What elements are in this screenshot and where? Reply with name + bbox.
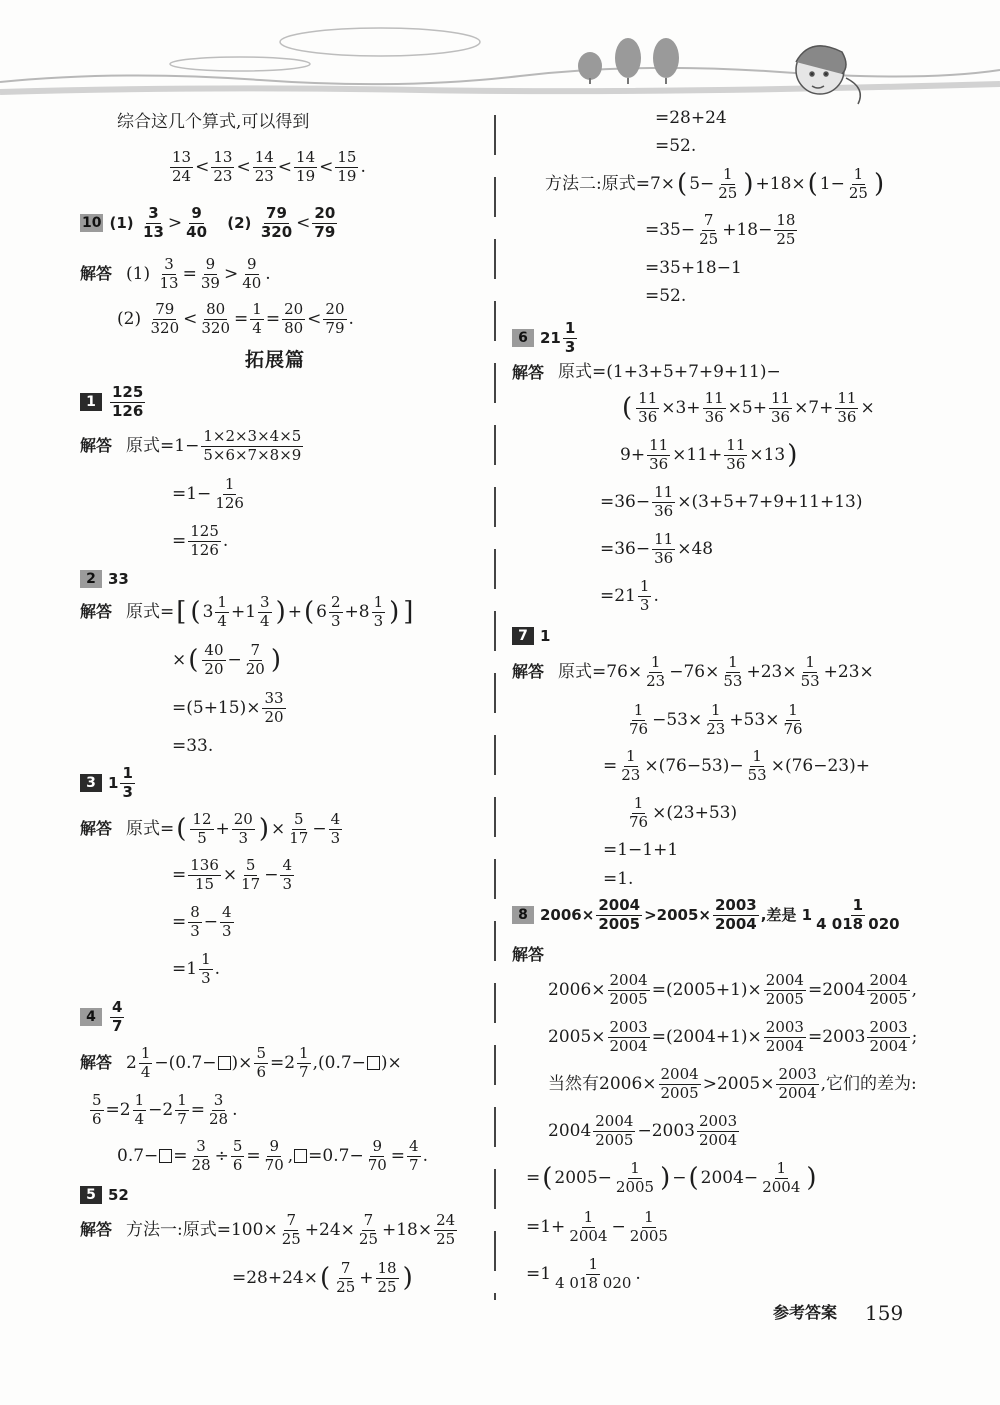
tree-icon [615, 38, 641, 78]
problem-3-step-4: =1 $\frac{1}{3}$ . [172, 950, 221, 987]
problem-3-step-1: 解答 原式 = ( $\frac{12}{5}$ + $\frac{20}{3}$ ) × $\frac{5}{17}$ − $\frac{4}{3}$ [80, 810, 341, 847]
problem-number-badge: 4 [80, 1008, 102, 1026]
problem-number-badge: 2 [80, 570, 102, 588]
problem-5-method-2-step-2: =35− $\frac{7}{25}$ +18− $\frac{18}{25}$ [645, 211, 796, 248]
problem-3-step-2: = $\frac{136}{15}$ × $\frac{5}{17}$ − $\frac{4}{3}$ [172, 856, 293, 893]
fraction: $\frac{13}{23}$ [213, 148, 233, 185]
problem-number-badge: 5 [80, 1186, 102, 1204]
page-footer [773, 1303, 903, 1323]
header-illustration [0, 0, 1000, 110]
problem-5-method-1-step-4: =52. [655, 136, 697, 156]
page-number: 159 [865, 1301, 904, 1325]
problem-6-step-1: 解答 原式 =(1+3+5+7+9+11)− [512, 362, 781, 382]
problem-8-step-3: 当然有 2006× $\frac{2004}{2005}$ >2005× $\frac{2003}{2004}$ ,它们的差为: [548, 1065, 917, 1102]
problem-4-answer: 4 $\frac{4}{7}$ [80, 1000, 126, 1035]
problem-6-step-2: ( $\frac{11}{36}$ ×3+ $\frac{11}{36}$ ×5+ $\frac{11}{36}$ ×7+ $\frac{11}{36}$ × [622, 389, 875, 426]
section-title: 拓展篇 [245, 349, 306, 371]
fraction: $\frac{14}{19}$ [296, 148, 316, 185]
tree-icon [653, 38, 679, 78]
problem-3-answer: 3 1 $\frac{1}{3}$ [80, 766, 137, 801]
problem-5-method-2-step-1: 方法二:原式 =7× ( 5− $\frac{1}{25}$ ) +18× ( 1− $\frac{1}{25}$ ) [545, 165, 885, 202]
problem-6-step-5: =36− $\frac{11}{36}$ ×48 [600, 530, 714, 567]
problem-5-method-1-step-1: 解答 方法一:原式 =100× $\frac{7}{25}$ +24× $\frac{7}{25}$ +18× $\frac{24}{25}$ [80, 1211, 456, 1248]
problem-5-method-2-step-3: =35+18−1 [645, 258, 742, 278]
problem-2-step-2: × ( $\frac{40}{20}$ − $\frac{7}{20}$ ) [172, 641, 281, 678]
problem-2-step-3: =(5+15)× $\frac{33}{20}$ [172, 689, 284, 726]
problem-1-answer: 1 $\frac{125}{126}$ [80, 385, 147, 420]
problem-8-step-4: 2004 $\frac{2004}{2005}$ −2003 $\frac{2003}{2004}$ [548, 1112, 738, 1149]
problem-6-answer: 6 21 $\frac{1}{3}$ [512, 321, 579, 356]
problem-2-step-1: 解答 原式 = [ ( 3 $\frac{1}{4}$ +1 $\frac{3}{4}$ ) + ( 6 $\frac{2}{3}$ +8 $\frac{1}{3}$ ) ] [80, 593, 414, 630]
problem-6-step-4: =36− $\frac{11}{36}$ ×(3+5+7+9+11+13) [600, 483, 863, 520]
problem-8-step-2: 2005× $\frac{2003}{2004}$ =(2004+1)× $\frac{2003}{2004}$ =2003 $\frac{2003}{2004}$ ; [548, 1018, 918, 1055]
problem-2-step-4: =33. [172, 736, 214, 756]
problem-number-badge: 3 [80, 774, 102, 792]
problem-7-step-1: 解答 原式 =76× $\frac{1}{23}$ −76× $\frac{1}{53}$ +23× $\frac{1}{53}$ +23× [512, 653, 874, 690]
problem-8-solve-label: 解答 [512, 945, 545, 964]
problem-number-badge: 10 [82, 215, 102, 232]
problem-1-step-2: =1− $\frac{1}{126}$ [172, 475, 244, 512]
problem-5-method-1-step-3: =28+24 [655, 108, 727, 128]
summary-sentence [117, 114, 309, 131]
problem-3-step-3: = $\frac{8}{3}$ − $\frac{4}{3}$ [172, 903, 232, 940]
problem-1-step-3: = $\frac{125}{126}$ . [172, 522, 229, 559]
summary-text: 综合这几个算式,可以得到 [117, 112, 310, 132]
problem-8-step-7: =1 $\frac{1}{4 018 020}$ . [526, 1255, 641, 1292]
problem-number-badge: 6 [512, 329, 534, 347]
problem-7-step-5: =1−1+1 [603, 840, 679, 860]
problem-number-badge: 7 [512, 627, 534, 645]
fraction: $\frac{14}{23}$ [254, 148, 274, 185]
problem-number-badge: 1 [80, 393, 102, 411]
problem-4-step-2: $\frac{5}{6}$ =2 $\frac{1}{4}$ −2 $\frac{1}{7}$ = $\frac{3}{28}$ . [92, 1091, 238, 1128]
fraction: $\frac{13}{24}$ [172, 148, 192, 185]
problem-7-step-2: $\frac{1}{76}$ −53× $\frac{1}{23}$ +53× $\frac{1}{76}$ [629, 701, 803, 738]
tree-icon [578, 52, 602, 80]
problem-1-step-1: 解答 原式 =1− $\frac{1\times 2\times 3\times 4\times 5}{5\times 6\times 7\times 8\times 9}$ [80, 427, 302, 464]
problem-2-answer: 2 33 [80, 570, 129, 588]
problem-4-step-3: 0.7− = $\frac{3}{28}$ ÷ $\frac{5}{6}$ = $\frac{9}{70}$ , =0.7− $\frac{9}{70}$ = $\frac{4}{7}$ . [117, 1137, 428, 1174]
column-divider [494, 115, 496, 1300]
problem-4-step-1: 解答 2 $\frac{1}{4}$ −(0.7− )× $\frac{5}{6}$ =2 $\frac{1}{7}$ ,(0.7− )× [80, 1044, 402, 1081]
problem-7-step-3: = $\frac{1}{23}$ ×(76−53)− $\frac{1}{53}$ ×(76−23)+ [603, 747, 870, 784]
problem-number-badge: 8 [512, 906, 534, 924]
fraction: $\frac{15}{19}$ [337, 148, 357, 185]
problem-10-solution-1: 解答 (1) $\frac{3}{13}$ = $\frac{9}{39}$ > $\frac{9}{40}$ . [80, 255, 271, 292]
problem-5-answer: 5 52 [80, 1186, 129, 1204]
problem-8-step-1: 2006× $\frac{2004}{2005}$ =(2005+1)× $\frac{2004}{2005}$ =2004 $\frac{2004}{2005}$ , [548, 971, 918, 1008]
problem-7-answer: 7 1 [512, 627, 550, 645]
problem-6-step-3: 9+ $\frac{11}{36}$ ×11+ $\frac{11}{36}$ ×13 ) [620, 436, 798, 473]
problem-10-solution-2: (2) $\frac{79}{320}$ < $\frac{80}{320}$ = $\frac{1}{4}$ = $\frac{20}{80}$ < $\frac{20}{79}$ . [117, 300, 354, 337]
problem-7-step-4: $\frac{1}{76}$ ×(23+53) [629, 794, 738, 831]
inequality-chain: $\frac{13}{24}$ < $\frac{13}{23}$ < $\frac{14}{23}$ < $\frac{14}{19}$ < $\frac{15}{19}$ . [172, 148, 366, 185]
cloud-icon [280, 28, 480, 56]
problem-10-answer: 10 (1) $\frac{3}{13}$ > $\frac{9}{40}$ (2) $\frac{79}{320}$ < $\frac{20}{79}$ [82, 204, 336, 241]
problem-7-step-6: =1. [603, 869, 634, 889]
footer-label: 参考答案 [773, 1303, 838, 1322]
problem-5-method-2-step-4: =52. [645, 286, 687, 306]
problem-8-step-6: =1+ $\frac{1}{2004}$ − $\frac{1}{2005}$ [526, 1208, 668, 1245]
problem-8-answer: 8 2006× $\frac{2004}{2005}$ >2005× $\frac{2003}{2004}$ ,差是 1 $\frac{1}{4 018 020}$ [512, 898, 904, 933]
problem-5-method-1-step-2: =28+24× ( $\frac{7}{25}$ + $\frac{18}{25}$ ) [232, 1259, 413, 1296]
problem-8-step-5: = ( 2005− $\frac{1}{2005}$ ) − ( 2004− $\frac{1}{2004}$ ) [526, 1159, 817, 1196]
cloud-icon [170, 57, 310, 71]
problem-6-step-6: =21 $\frac{1}{3}$ . [600, 577, 659, 614]
